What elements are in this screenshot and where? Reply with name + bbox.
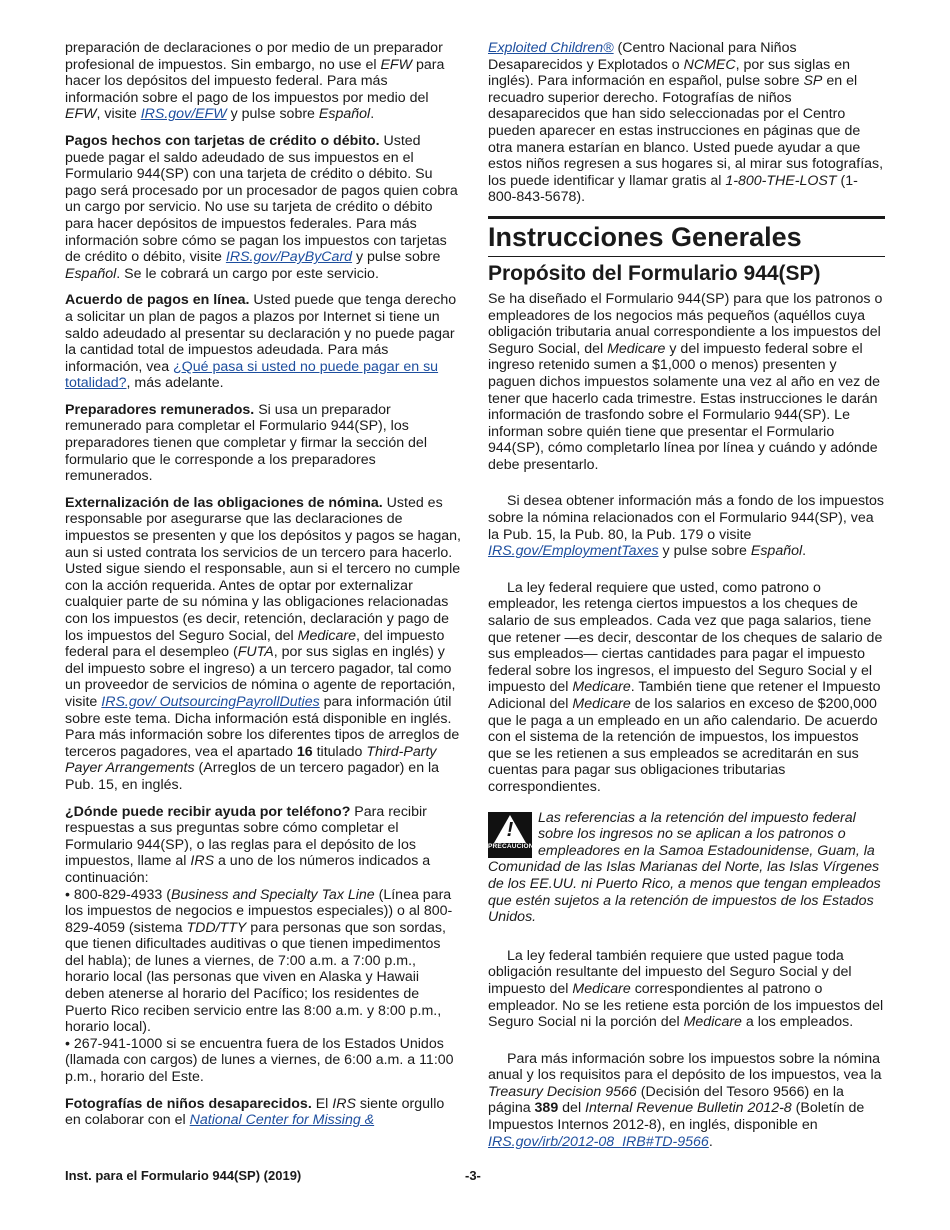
section-heading: Instrucciones Generales [488,221,802,252]
text-run: de los salarios en exceso de $200,000 que le paga a un empleado en un año calendario. De acuerdo con el sistema de la retención de impuestos, los impuestos que se les retienen a sus empleados se acreditarán en sus cuentas para pagar sus obligaciones tributarias correspondientes. [488,696,878,795]
text-run: (Arreglos de un tercero pagador) en la Pub. 15, en inglés. [65,760,440,793]
text-run: (Línea para los impuestos de negocios e impuestos especiales)) o al 800-829-4059 (sistema [65,886,453,936]
text-run: del [558,1100,586,1117]
text-run: , más adelante. [126,375,224,392]
italic-text: EFW [65,106,97,123]
text-run: . [708,1133,713,1150]
italic-text: Medicare [297,627,357,644]
text-run: . También tiene que retener el Impuesto Adicional del [488,679,881,712]
italic-text: EFW [380,56,412,73]
link[interactable]: IRS.gov/ OutsourcingPayrollDuties [101,693,320,710]
caution-note [488,810,885,926]
text-run: para información útil sobre este tema. Dicha información está disponible en inglés. Para más información sobre los diferentes tipos de arreglos de terceros pagadores, vea el apartado [65,693,460,760]
text-run: Para más información sobre los impuestos sobre la nómina anual y los requisitos para el depósito de los impuestos, vea la [488,1050,882,1084]
bold-text: Preparadores remunerados. [65,401,255,418]
text-run: Para recibir respuestas a sus preguntas sobre cómo completar el Formulario 944(SP), o las reglas para el depósito de los impuestos, llame al [65,803,427,870]
paragraph-more-info [488,493,885,559]
text-run: (Boletín de Impuestos Internos 2012-8), en inglés, disponible en [488,1100,865,1134]
italic-text: 1-800-THE-LOST [725,172,837,189]
text-run: Se ha diseñado el Formulario 944(SP) para que los patronos o empleadores de los negocios más pequeños (aquéllos cuya obligación tributaria anual correspondiente a los impuestos del Seguro Social, del [488,290,883,357]
right-column [488,40,885,1160]
link[interactable]: IRS.gov/EmploymentTaxes [488,543,659,560]
text-run: La ley federal requiere que usted, como patrono o empleador, les retenga ciertos impuestos a los cheques de salario de sus empleados. Cada vez que paga salarios, tiene que retener —es decir, descontar de los cheques de salario de sus empleados— ciertas cantidades para pagar el impuesto federal sobre los ingresos, el impuesto del Seguro Social y el impuesto del [488,579,883,696]
italic-text: Medicare [607,340,666,357]
text-run: El [311,1095,333,1112]
text-run: , del impuesto federal para el desempleo ( [65,627,445,661]
link[interactable]: IRS.gov/PayByCard [225,249,353,266]
link[interactable]: ¿Qué pasa si usted no puede pagar en su totalidad? [65,358,439,392]
text-run: en el recuadro superior derecho. Fotografías de niños desaparecidos que han sido seleccionadas por el Centro pueden aparecer en estas instrucciones en páginas que de otra manera estarían en blanco. Usted puede ayudar a que estos niños regresen a sus hogares si, al mirar sus fotografías, los puede identificar y llamar gratis al [488,73,884,189]
italic-text: IRS [332,1095,356,1112]
paragraph-ncmec [488,40,885,206]
italic-text: IRS [190,853,215,870]
italic-text: Treasury Decision 9566 [488,1083,637,1100]
bold-text: Acuerdo de pagos en línea. [65,292,250,309]
text-run: La ley federal también requiere que usted pague toda obligación resultante del impuesto del Seguro Social y del impuesto del [488,947,852,997]
italic-text: NCMEC [683,56,736,73]
left-column [65,40,461,1139]
paragraph-card-payments [65,133,461,282]
text-run: . Se le cobrará un cargo por este servicio. [116,265,379,282]
italic-text: Medicare [572,980,631,997]
italic-text: Internal Revenue Bulletin 2012-8 [585,1100,792,1117]
text-run: , visite [96,106,141,123]
italic-text: Español [750,543,803,560]
bold-text: 389 [534,1100,559,1117]
italic-text: TDD/TTY [186,919,247,936]
paragraph-outsourcing-payroll [65,495,461,794]
text-run: para personas que son sordas, que tienen dificultades auditivas o que tienen impedimentos del habla); de lunes a viernes, de 7:00 a.m. a 7:00 p.m., horario local (las personas que viven en Alaska y Hawaii deben atenerse al horario del Pacífico; los residentes de Puerto Rico reciben servicio entre las 8:00 a.m. y 8:00 p.m., horario local). [65,919,446,1036]
text-run: y del impuesto federal sobre el ingreso retenido sumen a $1,000 o menos) presenten y paguen dichos impuestos solamente una vez al año en vez de tener que hacerlo cada trimestre. Estas instrucciones le darán información de trasfondo sobre el Formulario 944(SP). Le informan sobre quién tiene que presentar el Formulario 944(SP), cómo completarlo línea por línea y cuándo y adónde debe presentarlo. [488,340,880,473]
text-run: siente orgullo en colaborar con el [65,1095,445,1129]
text-run: . [802,543,807,560]
paragraph-purpose [488,291,885,474]
paragraph-efw [65,40,461,123]
page-number: -3- [465,1168,481,1183]
text-run: . [370,106,375,123]
text-run: a uno de los números indicados a continuación: [65,853,431,886]
text-run: para hacer los depósitos del impuesto federal. Para más información sobre el pago de los impuestos por medio del [65,56,445,106]
text-run: , por sus siglas en inglés). Para información en español, pulse sobre [488,56,850,90]
text-run: a los empleados. [741,1014,854,1031]
text-run: y pulse sobre [352,249,441,266]
italic-text: Medicare [683,1014,742,1031]
italic-text: Español [318,106,371,123]
text-run: Usted puede pagar el saldo adeudado de sus impuestos en el Formulario 944(SP) con una tarjeta de crédito o débito. Su pago será procesado por un procesador de pagos quien cobra un cargo por servicio. No use su tarjeta de crédito o débito para hacer depósitos de impuestos federales. Para más información sobre cómo se pagan los impuestos con tarjetas de crédito o débito, visite [65,132,458,266]
text-run: y pulse sobre [226,106,319,123]
bold-text: Fotografías de niños desaparecidos. [65,1095,312,1112]
bold-text: Pagos hechos con tarjetas de crédito o débito. [65,132,380,149]
link[interactable]: Exploited Children® [488,40,614,56]
bullet-item [65,887,461,1036]
paragraph-phone-help [65,804,461,887]
section-rule [488,216,885,219]
paragraph-missing-children [65,1096,461,1129]
link[interactable]: National Center for Missing & [189,1112,375,1129]
caution-icon: ! PRECAUCION [488,812,532,858]
subsection-heading: Propósito del Formulario 944(SP) [488,261,821,285]
caution-text [488,810,881,926]
text-run: (1-800-843-5678). [488,172,858,206]
bold-text: 16 [296,743,313,760]
text-run: preparación de declaraciones o por medio de un preparador profesional de impuestos. Sin embargo, no use el [65,40,443,73]
paragraph-paid-preparers [65,402,461,485]
text-run: y pulse sobre [658,543,751,560]
bold-text: Externalización de las obligaciones de nómina. [65,494,383,511]
italic-text: Español [65,265,117,282]
paragraph-employer-share [488,948,885,1031]
footer-form-title: Inst. para el Formulario 944(SP) (2019) [65,1168,302,1183]
italic-text: Medicare [572,679,631,696]
text-run: Si desea obtener información más a fondo de los impuestos sobre la nómina relacionados con el Formulario 944(SP), vea la Pub. 15, la Pub. 80, la Pub. 179 o visite [488,493,884,543]
text-run: • 267-941-1000 si se encuentra fuera de los Estados Unidos (llamada con cargos) de lunes a viernes, de 6:00 a.m. a 11:00 p.m., horario del Este. [65,1035,454,1086]
text-run: , por sus siglas en inglés) y del impuesto sobre el ingreso) a un tercero pagador, tal como un proveedor de servicios de nómina o agente de reportación, visite [65,644,456,710]
text-run: Si usa un preparador remunerado para completar el Formulario 944(SP), los preparadores tienen que completar y firmar la sección del formulario que le corresponde a los preparadores remunerados. [65,401,427,485]
text-run: Usted es responsable por asegurarse que las declaraciones de impuestos se presenten y que los depósitos y pagos se hagan, aun si usted contrata los servicios de un tercero para hacerlo. Usted sigue siendo el responsable, aun si el tercero no cumple con la acción requerida. Antes de optar por externalizar cualquier parte de su nómina y las obligaciones relacionadas con los impuestos (es decir, retención, declaración y pago de los impuestos del Seguro Social, del [65,494,461,644]
link[interactable]: IRS.gov/irb/2012-08_IRB#TD-9566 [488,1133,709,1150]
paragraph-online-payment-agreement [65,292,461,392]
italic-text: Business and Specialty Tax Line [170,886,375,903]
link[interactable]: IRS.gov/EFW [140,106,227,123]
italic-text: SP [803,73,823,90]
paragraph-withholding [488,580,885,796]
italic-text: Medicare [572,696,631,712]
bold-text: ¿Dónde puede recibir ayuda por teléfono? [65,803,351,820]
subsection-rule [488,256,885,257]
text-run: correspondientes al patrono o empleador. No se les retiene esta porción de los impuestos del Seguro Social ni la porción del [488,980,884,1031]
paragraph-treasury-decision [488,1051,885,1151]
bullet-item [65,1036,461,1086]
text-run: • 800-829-4933 ( [65,886,171,903]
text-run: Usted puede que tenga derecho a solicitar un plan de pagos a plazos por Internet si tiene un saldo adeudado al presentar su declaración y no puede pagar la cantidad total de impuestos adeudada. Para más información, vea [65,292,457,375]
text-run: (Centro Nacional para Niños Desaparecidos y Explotados o [488,40,797,73]
italic-text: FUTA [237,644,274,661]
text-run: titulado [312,743,367,760]
text-run: (Decisión del Tesoro 9566) en la página [488,1083,844,1117]
text-run: Las referencias a la retención del impuesto federal sobre los ingresos no se aplican a los patronos o empleadores en la Samoa Estadounidense, Guam, la Comunidad de las Islas Marianas del Norte, las Islas Vírgenes de los EE.UU. ni Puerto Rico, a menos que tengan empleados que estén sujetos a la retención de impuestos de los Estados Unidos. [488,809,881,926]
italic-text: Third-Party Payer Arrangements [65,743,437,777]
